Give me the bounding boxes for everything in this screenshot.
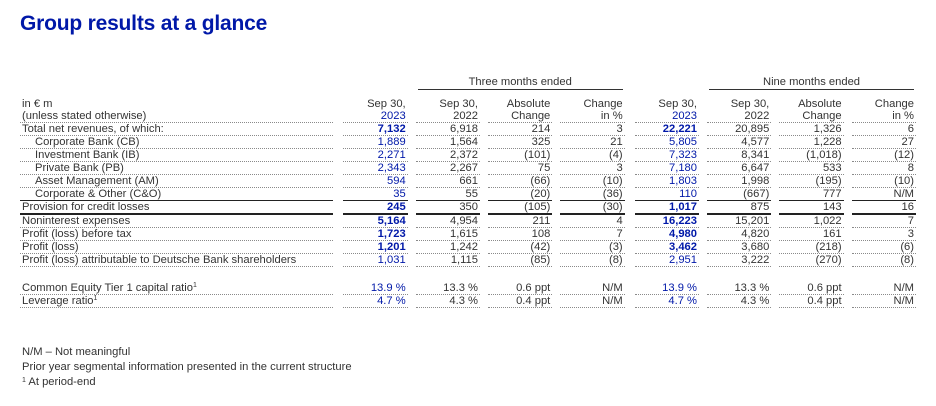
table-cell: 3 xyxy=(560,162,624,175)
table-cell: N/M xyxy=(560,282,624,295)
table-cell: (101) xyxy=(488,149,552,162)
table-row xyxy=(20,136,916,149)
table-cell: 533 xyxy=(779,162,843,175)
table-cell: 0.4 ppt xyxy=(488,295,552,308)
row-label: Noninterest expenses xyxy=(20,214,333,228)
table-cell: 777 xyxy=(779,188,843,201)
table-cell: 594 xyxy=(343,175,407,188)
table-cell: 350 xyxy=(416,201,480,215)
table-cell: 16,223 xyxy=(635,214,699,228)
row-label: Asset Management (AM) xyxy=(20,175,333,188)
table-cell: 13.9 % xyxy=(343,282,407,295)
table-cell: 1,615 xyxy=(416,228,480,241)
table-cell: 13.3 % xyxy=(416,282,480,295)
table-cell: 0.6 ppt xyxy=(779,282,843,295)
table-cell: (30) xyxy=(560,201,624,215)
table-cell: (6) xyxy=(852,241,916,254)
row-label: Corporate Bank (CB) xyxy=(20,136,333,149)
table-cell: 8 xyxy=(852,162,916,175)
row-label: Leverage ratio$^1$ xyxy=(20,295,333,308)
table-cell: 6 xyxy=(852,123,916,136)
unit-note: (unless stated otherwise) xyxy=(20,110,333,123)
row-label: Corporate & Other (C&O) xyxy=(20,188,333,201)
table-cell: 5,805 xyxy=(635,136,699,149)
table-cell: 0.4 ppt xyxy=(779,295,843,308)
col-9m-2023-h1: Sep 30, xyxy=(658,98,697,110)
table-cell: (36) xyxy=(560,188,624,201)
col-9m-abs-h1: Absolute xyxy=(798,98,842,110)
table-cell: 1,228 xyxy=(779,136,843,149)
table-cell: 110 xyxy=(635,188,699,201)
table-cell: 20,895 xyxy=(707,123,771,136)
table-cell: 4,980 xyxy=(635,228,699,241)
row-label: Total net revenues, of which: xyxy=(20,123,333,136)
table-cell: 108 xyxy=(488,228,552,241)
table-cell: 3,462 xyxy=(635,241,699,254)
table-cell: (12) xyxy=(852,149,916,162)
row-label: Common Equity Tier 1 capital ratio$^1$ xyxy=(20,282,333,295)
table-cell: (667) xyxy=(707,188,771,201)
col-9m-2022-h2: 2022 xyxy=(707,110,771,123)
col-q3-abs-h1: Absolute xyxy=(506,98,551,110)
table-cell: 1,022 xyxy=(779,214,843,228)
table-cell: (20) xyxy=(488,188,552,201)
table-cell: 211 xyxy=(488,214,552,228)
table-row xyxy=(20,162,916,175)
table-cell: 3,680 xyxy=(707,241,771,254)
table-cell: 55 xyxy=(416,188,480,201)
col-q3-abs-h2: Change xyxy=(488,110,552,123)
table-cell: N/M xyxy=(560,295,624,308)
table-cell: 1,564 xyxy=(416,136,480,149)
table-cell: (85) xyxy=(488,254,552,267)
column-header-row-2 xyxy=(20,110,916,123)
table-row xyxy=(20,241,916,254)
table-cell: 214 xyxy=(488,123,552,136)
table-cell: 3,222 xyxy=(707,254,771,267)
table-cell: 7 xyxy=(852,214,916,228)
table-cell: 2,951 xyxy=(635,254,699,267)
table-cell: (4) xyxy=(560,149,624,162)
col-q3-pct-h2: in % xyxy=(560,110,624,123)
table-cell: (10) xyxy=(852,175,916,188)
table-row xyxy=(20,201,916,215)
table-cell: 7,180 xyxy=(635,162,699,175)
page-title: Group results at a glance xyxy=(20,12,268,35)
ratio-row xyxy=(20,295,916,308)
unit-label: in € m xyxy=(22,98,53,110)
nine-months-header: Nine months ended xyxy=(707,76,916,92)
table-cell: (270) xyxy=(779,254,843,267)
row-label: Profit (loss) attributable to Deutsche Bank shareholders xyxy=(20,254,333,267)
table-row xyxy=(20,188,916,201)
table-cell: 325 xyxy=(488,136,552,149)
col-9m-2023-h2: 2023 xyxy=(635,110,699,123)
table-cell: 4.3 % xyxy=(707,295,771,308)
note-prior-year: Prior year segmental information presented in the current structure xyxy=(22,361,352,373)
table-row xyxy=(20,149,916,162)
col-q3-pct-h1: Change xyxy=(583,98,623,110)
table-cell: 875 xyxy=(707,201,771,215)
table-cell: 0.6 ppt xyxy=(488,282,552,295)
col-q3-2022-h1: Sep 30, xyxy=(439,98,478,110)
table-cell: 4.3 % xyxy=(416,295,480,308)
table-cell: (66) xyxy=(488,175,552,188)
table-row xyxy=(20,228,916,241)
row-label: Private Bank (PB) xyxy=(20,162,333,175)
table-cell: 7,132 xyxy=(343,123,407,136)
table-cell: 2,271 xyxy=(343,149,407,162)
table-cell: 2,372 xyxy=(416,149,480,162)
table-cell: 3 xyxy=(560,123,624,136)
note-footnote-1: $^1$ At period-end xyxy=(22,376,96,388)
table-cell: 3 xyxy=(852,228,916,241)
table-cell: 5,164 xyxy=(343,214,407,228)
table-cell: (10) xyxy=(560,175,624,188)
note-not-meaningful: N/M – Not meaningful xyxy=(22,346,131,358)
table-cell: (105) xyxy=(488,201,552,215)
table-cell: 6,918 xyxy=(416,123,480,136)
table-cell: 4,954 xyxy=(416,214,480,228)
col-9m-abs-h2: Change xyxy=(779,110,843,123)
table-cell: 16 xyxy=(852,201,916,215)
table-row xyxy=(20,214,916,228)
table-cell: 8,341 xyxy=(707,149,771,162)
table-cell: N/M xyxy=(852,188,916,201)
table-cell: (8) xyxy=(560,254,624,267)
table-cell: 21 xyxy=(560,136,624,149)
table-cell: (1,018) xyxy=(779,149,843,162)
table-cell: (42) xyxy=(488,241,552,254)
table-cell: 27 xyxy=(852,136,916,149)
table-cell: N/M xyxy=(852,282,916,295)
table-cell: (8) xyxy=(852,254,916,267)
table-cell: 161 xyxy=(779,228,843,241)
table-cell: 1,803 xyxy=(635,175,699,188)
table-cell: 13.9 % xyxy=(635,282,699,295)
table-cell: 22,221 xyxy=(635,123,699,136)
table-cell: 75 xyxy=(488,162,552,175)
col-q3-2023-h1: Sep 30, xyxy=(367,98,406,110)
table-cell: 1,201 xyxy=(343,241,407,254)
table-cell: 7 xyxy=(560,228,624,241)
three-months-header: Three months ended xyxy=(416,76,625,92)
table-cell: 245 xyxy=(343,201,407,215)
col-9m-pct-h1: Change xyxy=(874,98,914,110)
table-cell: 143 xyxy=(779,201,843,215)
ratio-row xyxy=(20,282,916,295)
table-cell: 1,326 xyxy=(779,123,843,136)
col-9m-2022-h1: Sep 30, xyxy=(730,98,770,110)
column-header-row-1 xyxy=(20,92,916,110)
footnotes xyxy=(22,345,352,390)
table-cell: 7,323 xyxy=(635,149,699,162)
table-cell: 4.7 % xyxy=(635,295,699,308)
table-row xyxy=(20,175,916,188)
table-cell: 2,267 xyxy=(416,162,480,175)
table-cell: (3) xyxy=(560,241,624,254)
table-cell: 1,017 xyxy=(635,201,699,215)
table-cell: 1,031 xyxy=(343,254,407,267)
table-cell: 35 xyxy=(343,188,407,201)
table-cell: 661 xyxy=(416,175,480,188)
row-label: Profit (loss) before tax xyxy=(20,228,333,241)
table-row xyxy=(20,254,916,267)
col-9m-pct-h2: in % xyxy=(852,110,916,123)
table-cell: 1,889 xyxy=(343,136,407,149)
col-q3-2022-h2: 2022 xyxy=(416,110,480,123)
table-cell: 4,577 xyxy=(707,136,771,149)
table-cell: 15,201 xyxy=(707,214,771,228)
table-cell: (218) xyxy=(779,241,843,254)
table-cell: 6,647 xyxy=(707,162,771,175)
table-cell: N/M xyxy=(852,295,916,308)
table-row xyxy=(20,123,916,136)
group-results-table xyxy=(20,76,916,308)
period-group-header xyxy=(20,76,916,92)
table-cell: 13.3 % xyxy=(707,282,771,295)
table-cell: 1,242 xyxy=(416,241,480,254)
col-q3-2023-h2: 2023 xyxy=(343,110,407,123)
table-cell: 1,723 xyxy=(343,228,407,241)
row-label: Provision for credit losses xyxy=(20,201,333,215)
table-cell: 1,115 xyxy=(416,254,480,267)
table-cell: 1,998 xyxy=(707,175,771,188)
table-cell: (195) xyxy=(779,175,843,188)
table-cell: 4.7 % xyxy=(343,295,407,308)
table-cell: 4 xyxy=(560,214,624,228)
table-cell: 2,343 xyxy=(343,162,407,175)
table-cell: 4,820 xyxy=(707,228,771,241)
row-label: Investment Bank (IB) xyxy=(20,149,333,162)
row-label: Profit (loss) xyxy=(20,241,333,254)
